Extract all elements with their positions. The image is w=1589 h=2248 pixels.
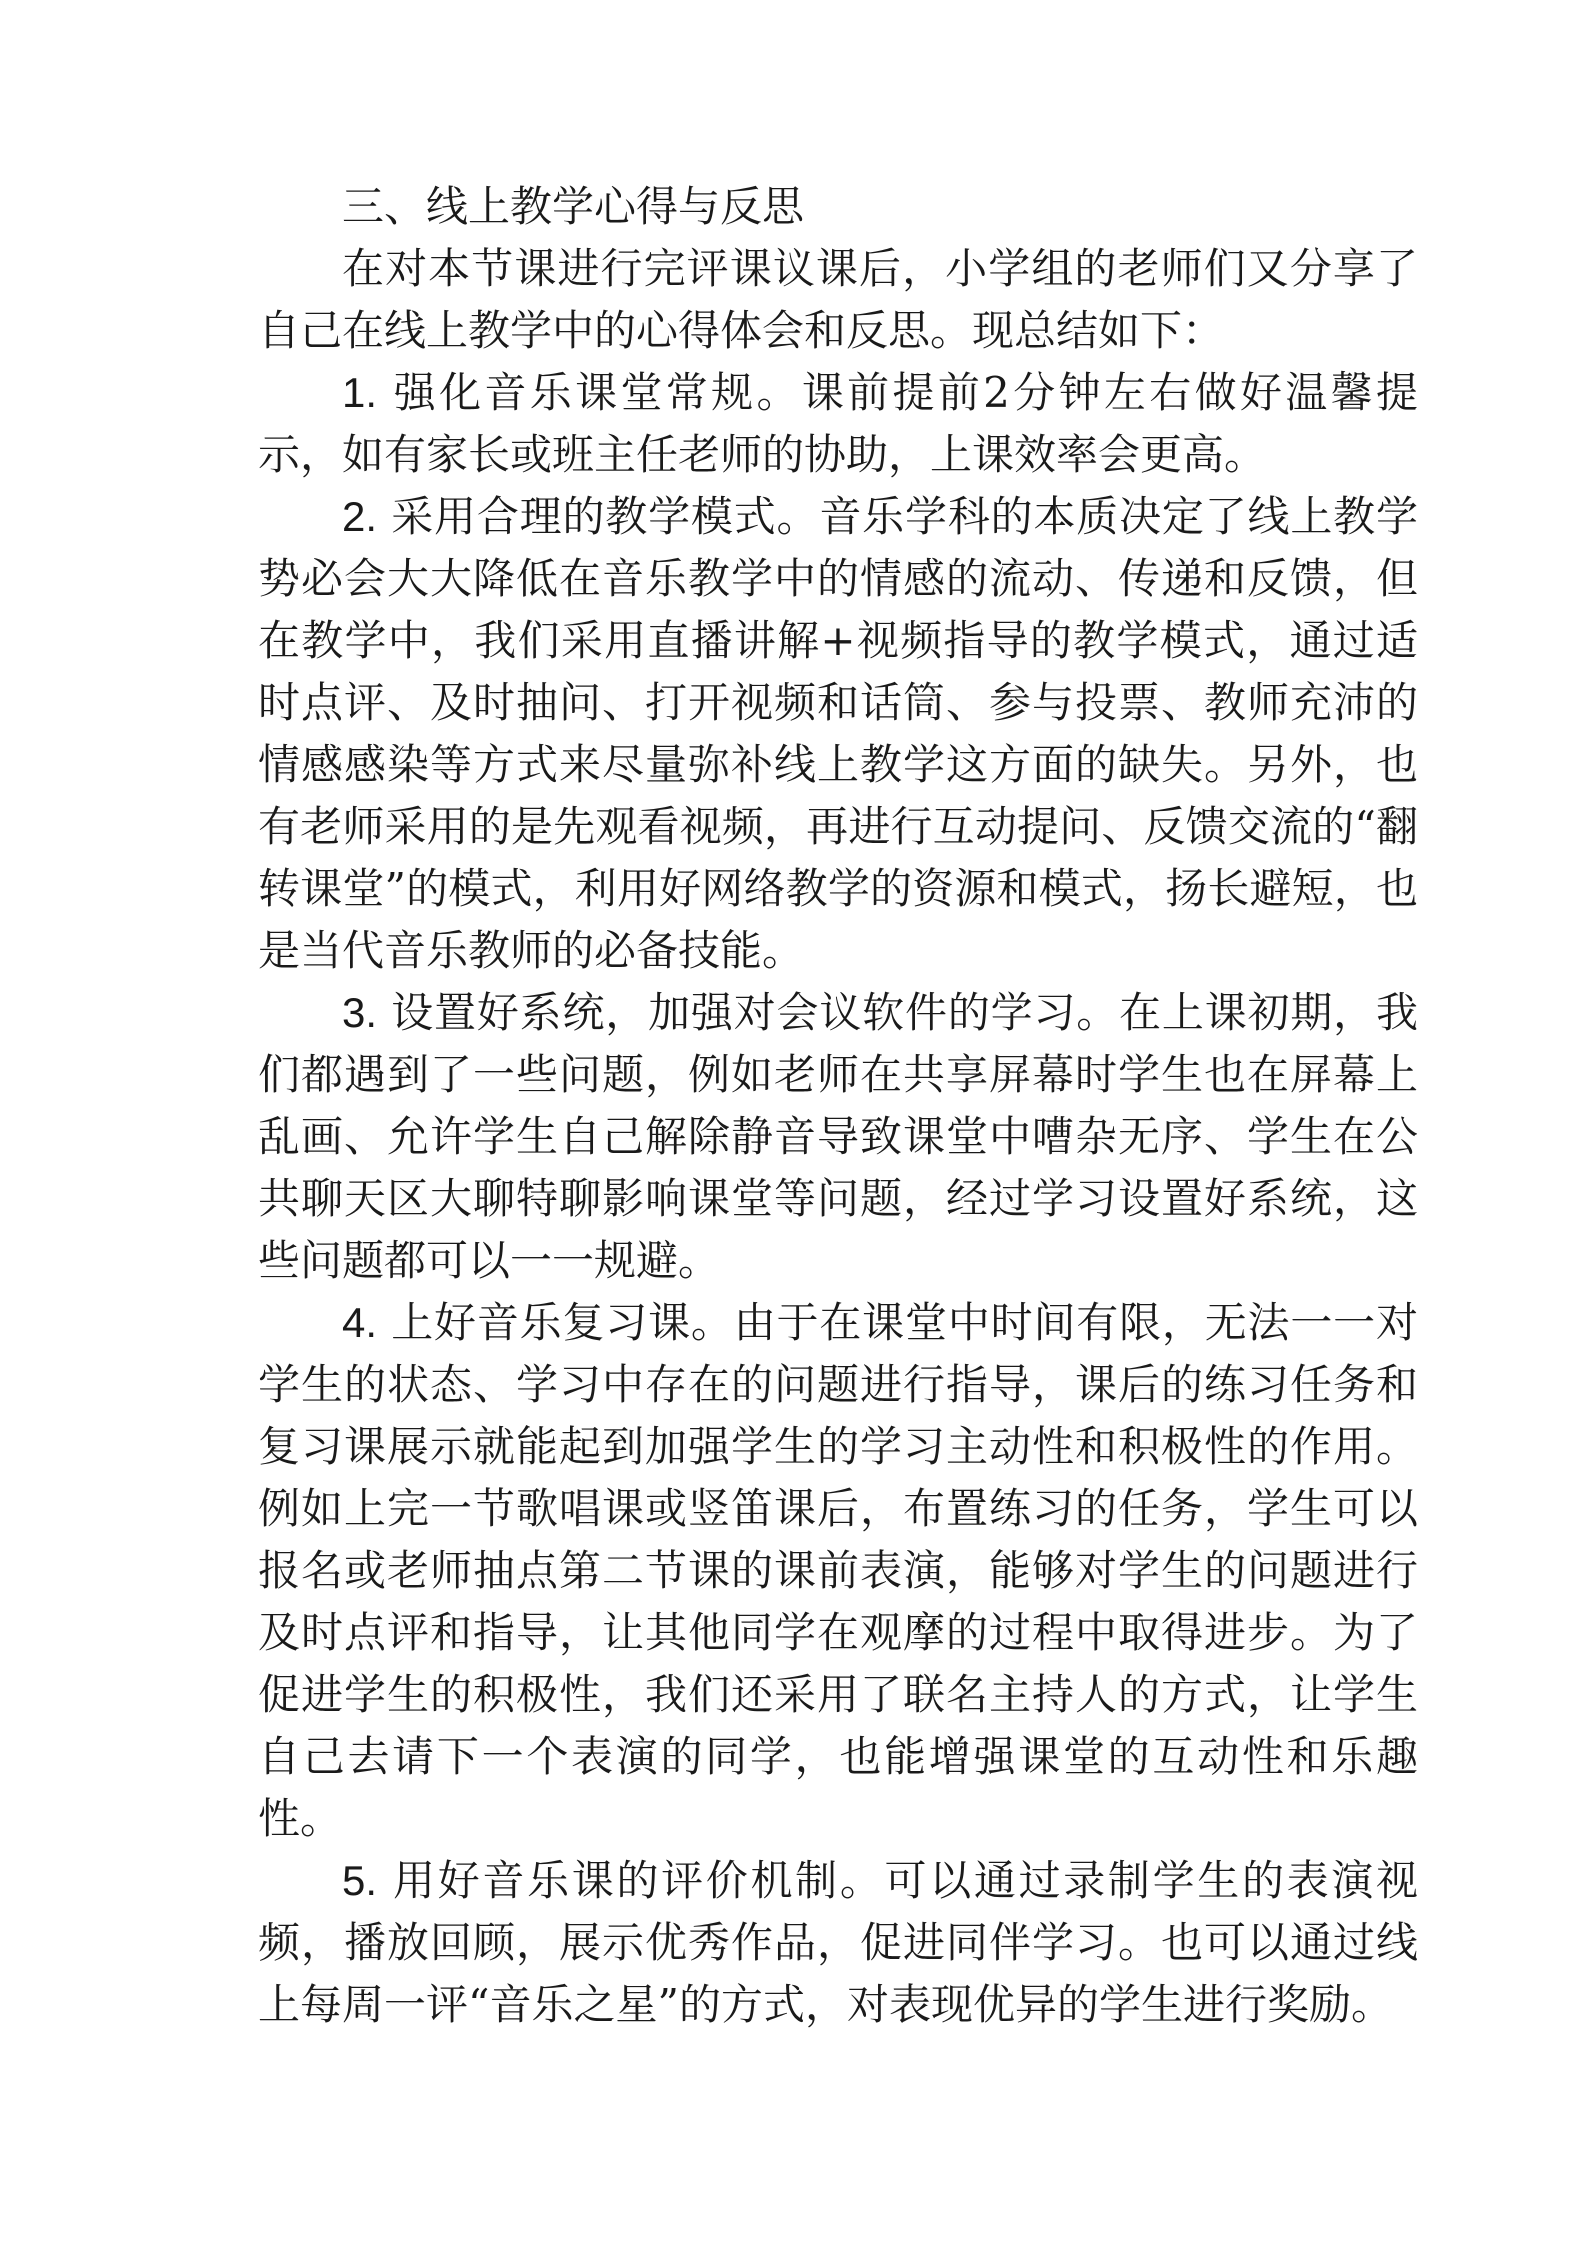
list-item-text: 采用合理的教学模式。音乐学科的本质决定了线上教学势必会大大降低在音乐教学中的情感的流动、传递和反馈，但在教学中，我们采用直播讲解+视频指导的教学模式，通过适时点评、及时抽问、打开视频和话筒、参与投票、教师充沛的情感感染等方式来尽量弥补线上教学这方面的缺失。另外，也有老师采用的是先观看视频，再进行互动提问、反馈交流的“翻转课堂”的模式，利用好网络教学的资源和模式，扬长避短，也是当代音乐教师的必备技能。: [258, 492, 1418, 975]
section-heading: 三、线上教学心得与反思: [342, 182, 805, 231]
list-item-1: [258, 362, 1418, 486]
list-item-number: 2.: [342, 493, 378, 540]
intro-paragraph: 在对本节课进行完评课议课后，小学组的老师们又分享了自己在线上教学中的心得体会和反思。现总结如下：: [258, 244, 1418, 355]
list-item-number: 5.: [342, 1857, 378, 1904]
list-item-3: [258, 982, 1418, 1292]
list-item-text: 设置好系统，加强对会议软件的学习。在上课初期，我们都遇到了一些问题，例如老师在共享屏幕时学生也在屏幕上乱画、允许学生自己解除静音导致课堂中嘈杂无序、学生在公共聊天区大聊特聊影响课堂等问题，经过学习设置好系统，这些问题都可以一一规避。: [258, 988, 1418, 1285]
list-item-number: 4.: [342, 1299, 378, 1346]
list-item-text: 上好音乐复习课。由于在课堂中时间有限，无法一一对学生的状态、学习中存在的问题进行指导，课后的练习任务和复习课展示就能起到加强学生的学习主动性和积极性的作用。例如上完一节歌唱课或竖笛课后，布置练习的任务，学生可以报名或老师抽点第二节课的课前表演，能够对学生的问题进行及时点评和指导，让其他同学在观摩的过程中取得进步。为了促进学生的积极性，我们还采用了联名主持人的方式，让学生自己去请下一个表演的同学，也能增强课堂的互动性和乐趣性。: [258, 1298, 1418, 1843]
document-body: [258, 176, 1418, 2036]
list-item-number: 3.: [342, 989, 378, 1036]
list-item-text: 用好音乐课的评价机制。可以通过录制学生的表演视频，播放回顾，展示优秀作品，促进同伴学习。也可以通过线上每周一评“音乐之星”的方式，对表现优异的学生进行奖励。: [258, 1856, 1418, 2029]
list-item-number: 1.: [342, 369, 378, 416]
list-item-5: [258, 1850, 1418, 2036]
list-item-2: [258, 486, 1418, 982]
list-item-4: [258, 1292, 1418, 1850]
list-item-text: 强化音乐课堂常规。课前提前2分钟左右做好温馨提示，如有家长或班主任老师的协助，上课效率会更高。: [258, 368, 1418, 479]
